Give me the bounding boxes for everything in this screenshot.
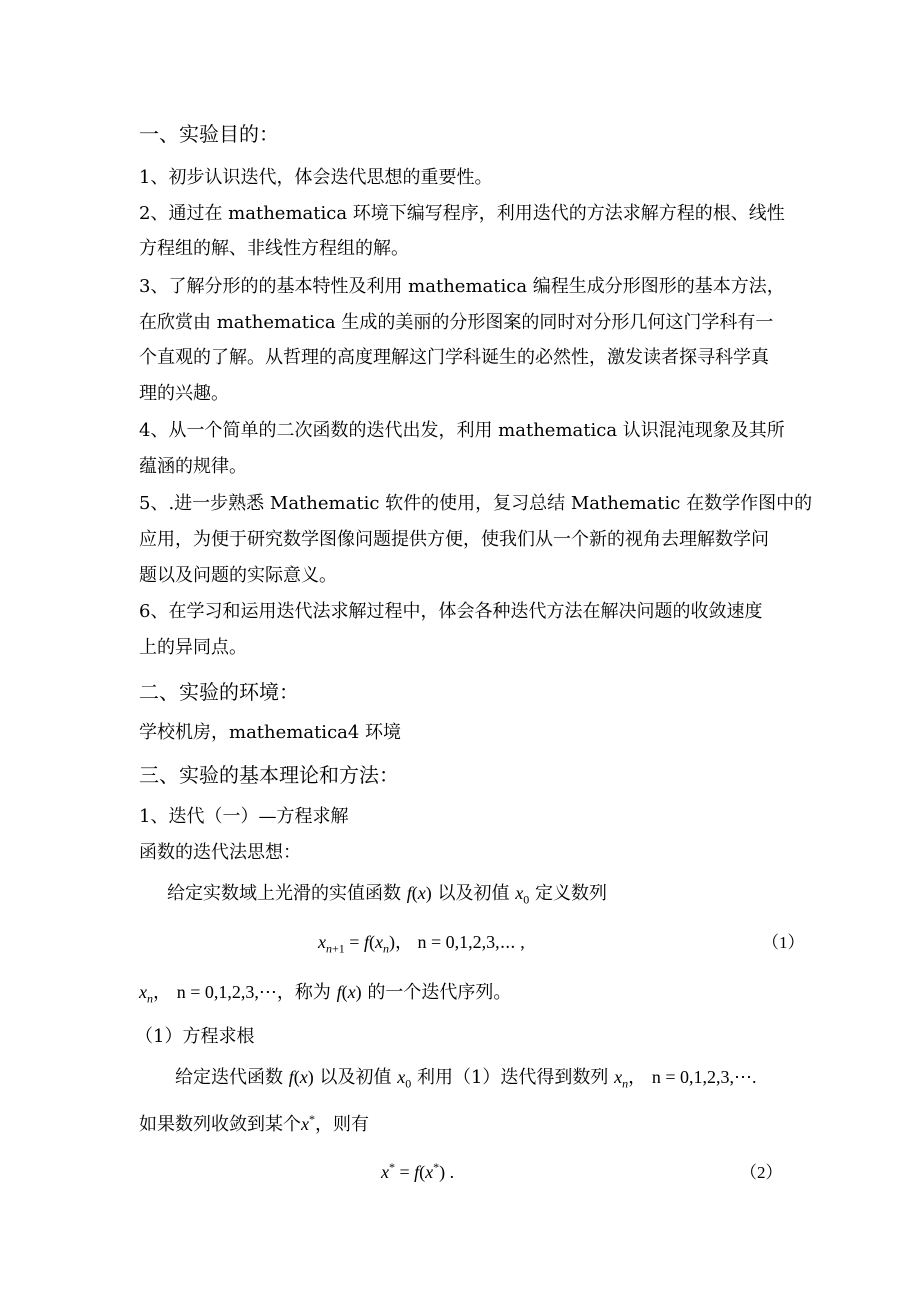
purpose-item-6-line-2: 上的异同点。 xyxy=(139,637,247,658)
environment-text: 学校机房，mathematica4 环境 xyxy=(139,722,402,743)
purpose-item-3-line-4: 理的兴趣。 xyxy=(139,383,229,404)
purpose-item-2-line-1: 2、通过在 mathematica 环境下编写程序，利用迭代的方法求解方程的根、线性 xyxy=(139,203,785,224)
purpose-item-5-line-1: 5、.进一步熟悉 Mathematic 软件的使用，复习总结 Mathematic 在数学作图中的 xyxy=(139,493,813,514)
purpose-item-4-line-2: 蕴涵的规律。 xyxy=(139,456,247,477)
purpose-item-3-line-3: 个直观的了解。从哲理的高度理解这门学科诞生的必然性，激发读者探寻科学真 xyxy=(139,347,769,368)
equation-2-number: （2） xyxy=(740,1163,783,1182)
purpose-item-5-line-2: 应用，为便于研究数学图像问题提供方便，使我们从一个新的视角去理解数学问 xyxy=(139,529,769,550)
theory-section-1: 1、迭代（一）—方程求解 xyxy=(139,806,349,827)
theory-section-2: 函数的迭代法思想： xyxy=(139,842,301,863)
heading-purpose: 一、实验目的： xyxy=(139,122,279,146)
purpose-item-3-line-1: 3、了解分形的的基本特性及利用 mathematica 编程生成分形图形的基本方法， xyxy=(139,276,785,297)
equation-1-number: （1） xyxy=(762,933,805,952)
math-fx: f(x) xyxy=(406,883,432,903)
convergence-line: 如果数列收敛到某个x*，则有 xyxy=(139,1112,369,1135)
purpose-item-6-line-1: 6、在学习和运用迭代法求解过程中，体会各种迭代方法在解决问题的收敛速度 xyxy=(139,601,763,622)
heading-theory: 三、实验的基本理论和方法： xyxy=(139,763,399,787)
equation-1: $x_{n+1} = f(x_n)$， n = 0,1,2,3,⋯ , xyxy=(318,932,525,956)
theory-definition: 给定实数域上光滑的实值函数 f(x) 以及初值 $x_0$ 定义数列 xyxy=(167,883,607,907)
purpose-item-4-line-1: 4、从一个简单的二次函数的迭代出发，利用 mathematica 认识混沌现象及其所 xyxy=(139,420,785,441)
subsection-root-finding: （1）方程求根 xyxy=(135,1026,255,1047)
purpose-item-5-line-3: 题以及问题的实际意义。 xyxy=(139,565,337,586)
iteration-sequence-line: $x_n$， n = 0,1,2,3,⋯，称为 f(x) 的一个迭代序列。 xyxy=(139,982,512,1006)
heading-environment: 二、实验的环境： xyxy=(139,680,299,704)
purpose-item-1: 1、初步认识迭代，体会迭代思想的重要性。 xyxy=(139,167,493,188)
math-x0: $x_0$ xyxy=(515,883,530,907)
purpose-item-3-line-2: 在欣赏由 mathematica 生成的美丽的分形图案的同时对分形几何这门学科有一 xyxy=(139,312,774,333)
purpose-item-2-line-2: 方程组的解、非线性方程组的解。 xyxy=(139,238,409,259)
equation-2: x* = f(x*) . xyxy=(381,1160,455,1182)
root-finding-description: 给定迭代函数 f(x) 以及初值 $x_0$ 利用（1）迭代得到数列 $x_n$， n = 0,1,2,3,⋯. xyxy=(175,1067,757,1091)
